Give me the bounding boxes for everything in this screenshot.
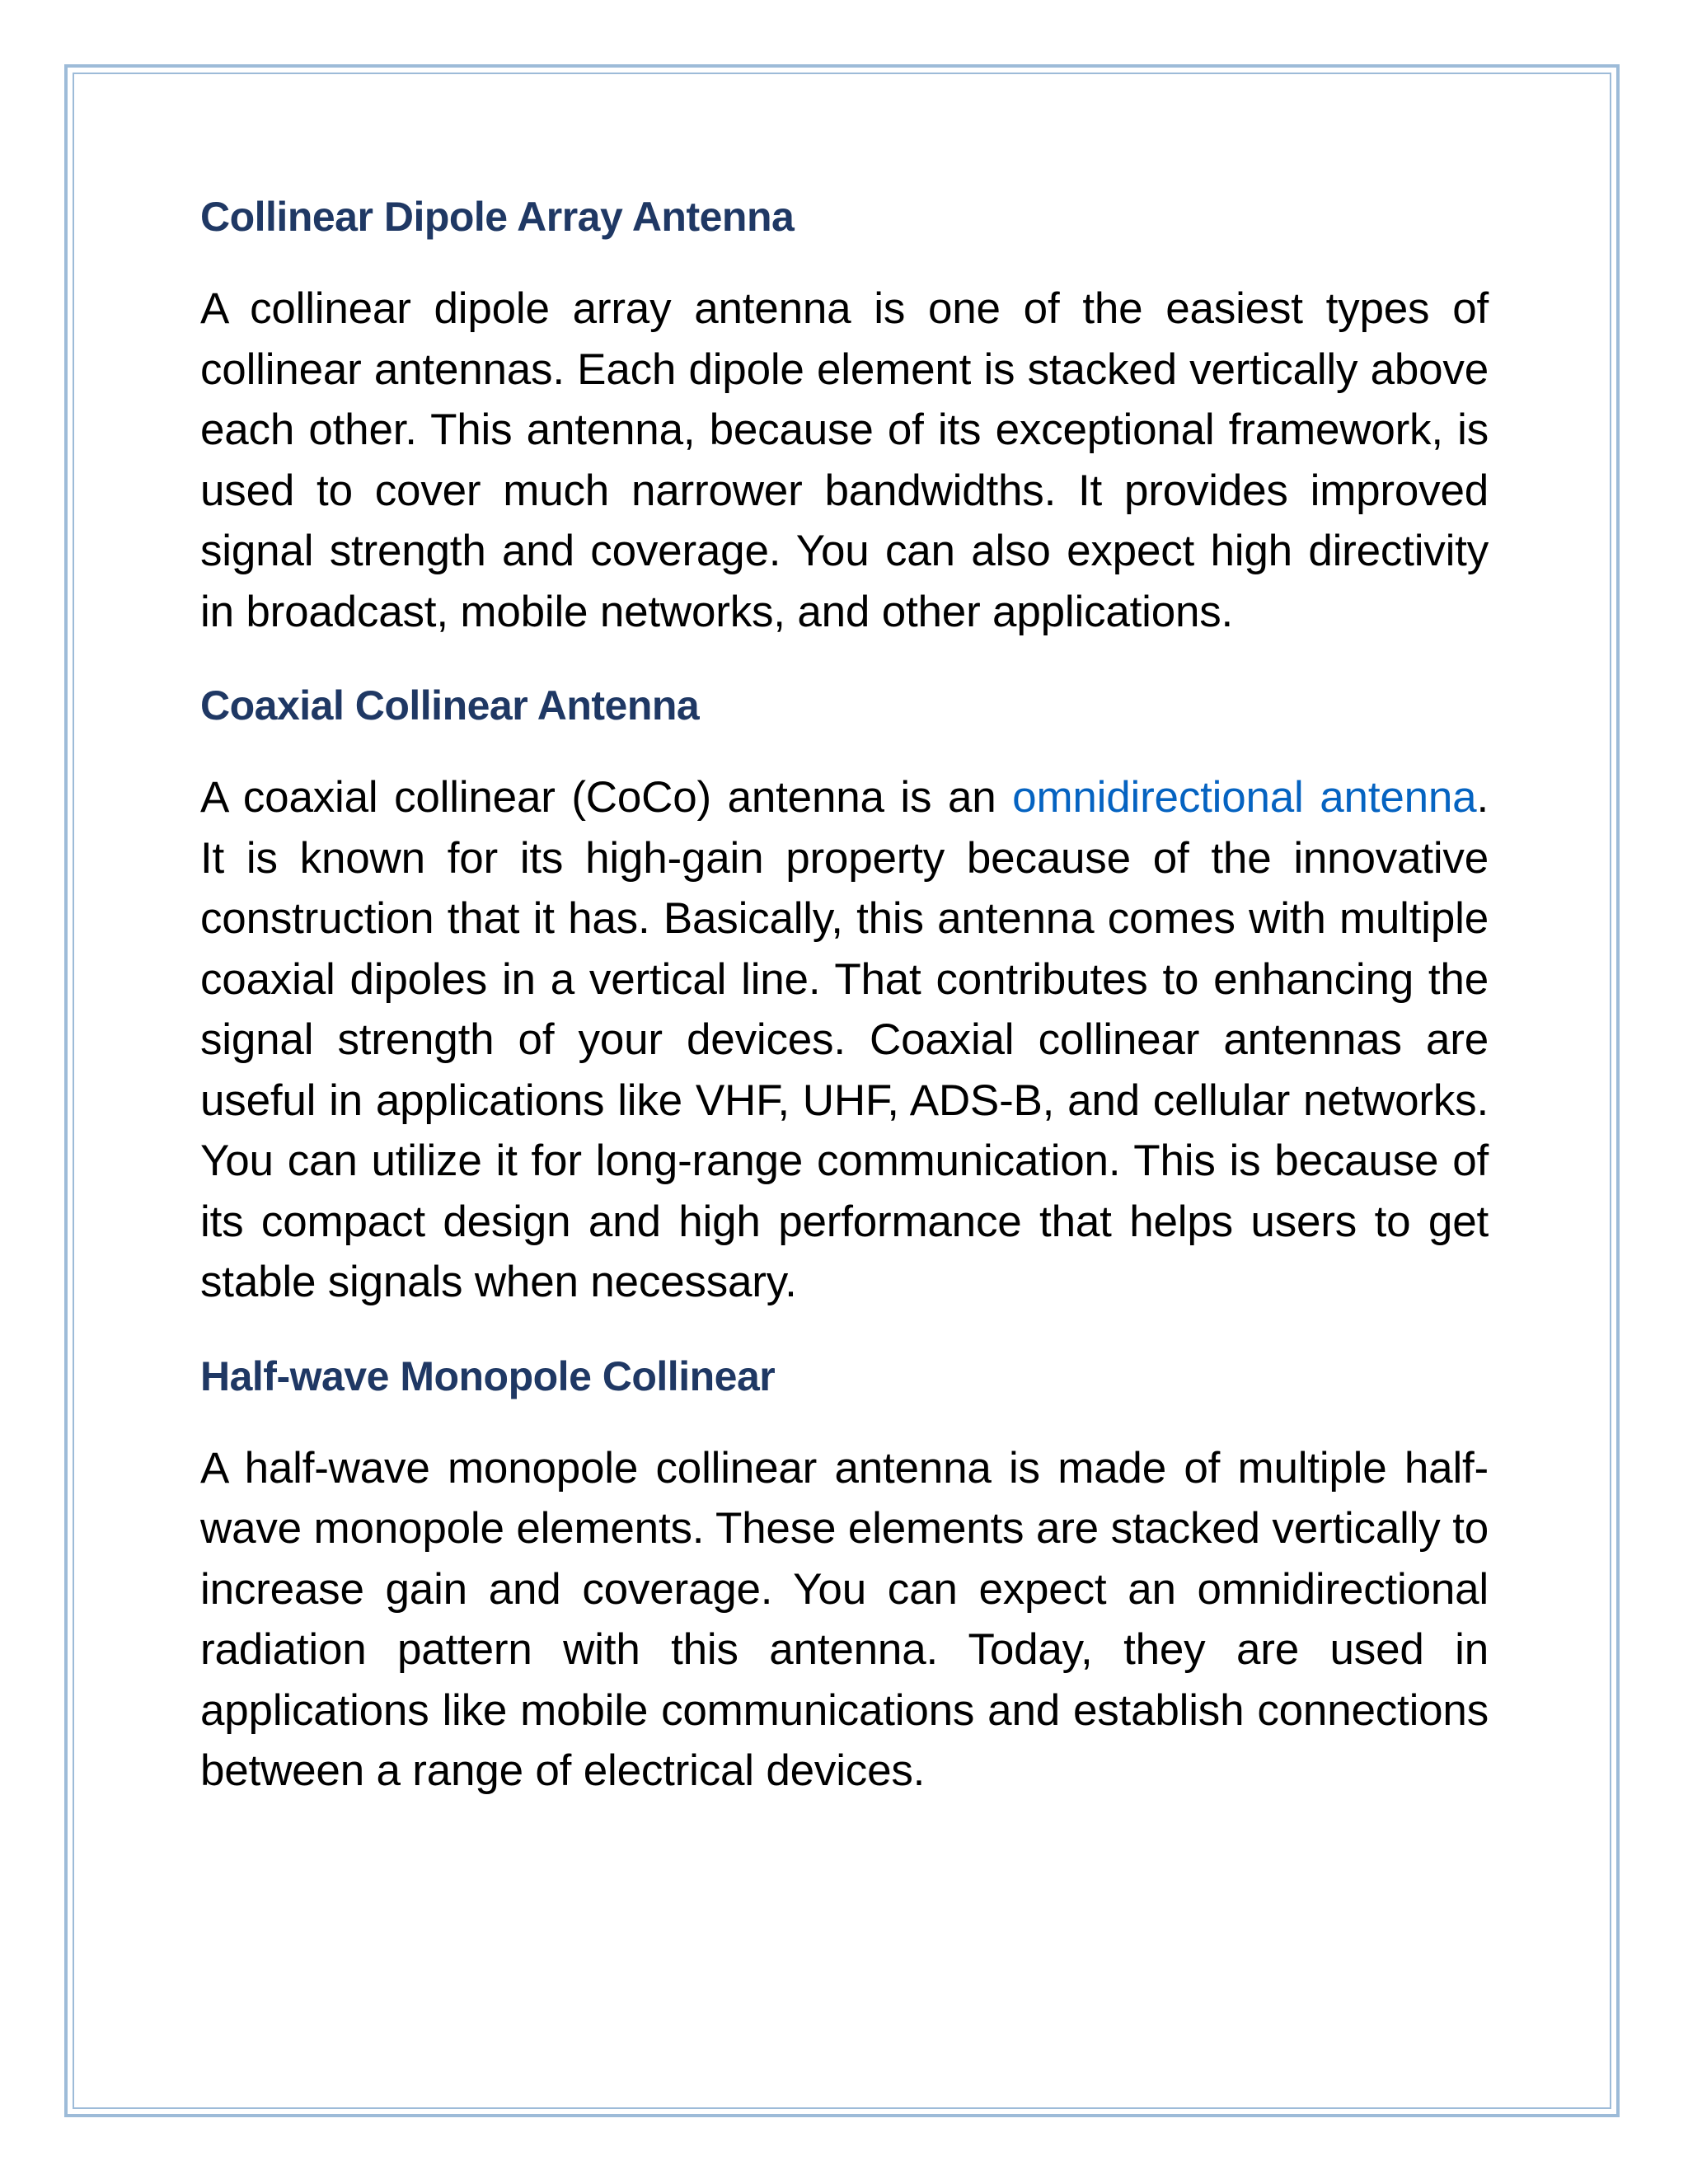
section-heading-collinear-dipole: Collinear Dipole Array Antenna — [200, 194, 795, 240]
section-heading-half-wave-monopole: Half-wave Monopole Collinear — [200, 1352, 776, 1399]
section-body-collinear-dipole: A collinear dipole array antenna is one of the easiest types of collinear antennas. Each dipole element is stacked vertically above each other. This antenna, because of its exceptional framework, is used to cover much narrower bandwidths. It provides improved signal strength and coverage. You can also expect high directivity in broadcast, mobile networks, and other applications. — [200, 284, 1489, 636]
document-content — [200, 188, 1489, 1836]
body-text-before-link: A coaxial collinear (CoCo) antenna is an — [200, 773, 1013, 822]
section-body-coaxial-collinear — [200, 767, 1489, 1313]
section-body-half-wave-monopole: A half-wave monopole collinear antenna is made of multiple half-wave monopole elements. These elements are stacked vertically to increase gain and coverage. You can expect an omnidirectional radiation pattern with this antenna. Today, they are used in applications like mobile communications and establish connections between a range of electrical devices. — [200, 1443, 1489, 1795]
body-text-after-link: . It is known for its high-gain property because of the innovative construction that it has. Basically, this antenna comes with multiple coaxial dipoles in a vertical line. That contributes to enhancing the signal strength of your devices. Coaxial collinear antennas are useful in applications like VHF, UHF, ADS-B, and cellular networks. You can utilize it for long-range communication. This is because of its compact design and high performance that helps users to get stable signals when necessary. — [200, 773, 1489, 1306]
omnidirectional-antenna-link[interactable]: omnidirectional antenna — [1012, 773, 1477, 822]
section-heading-coaxial-collinear: Coaxial Collinear Antenna — [200, 682, 700, 729]
